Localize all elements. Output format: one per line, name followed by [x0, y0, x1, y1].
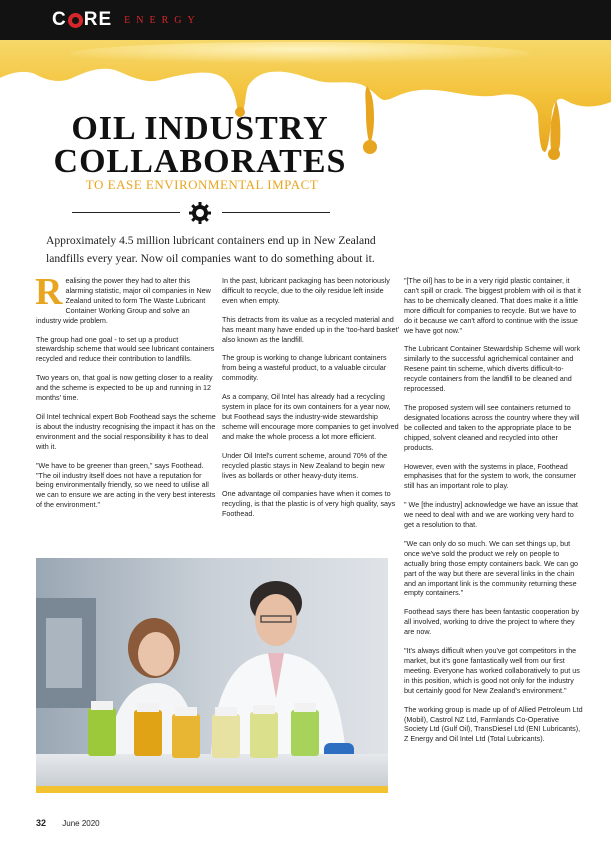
- paragraph: However, even with the systems in place, Foothead emphasises that for the system to work, the consumer still has an important role to play.: [404, 461, 577, 491]
- paragraph: Oil Intel technical expert Bob Foothead says the scheme is about the industry recognising the impact it has on the environment and the social responsibility it has to deal with it.: [36, 411, 216, 451]
- paragraph: The Lubricant Container Stewardship Scheme will work similarly to the successful agrichemical container and Resene paint tin scheme, which diverts difficult-to-recycle containers from the landfill to be cleaned and reprocessed.: [404, 344, 581, 394]
- paragraph: This detracts from its value as a recycled material and has meant many have ended up in the 'too-hard basket' also known as the landfill.: [222, 314, 399, 344]
- paragraph: As a company, Oil Intel has already had a recycling system in place for its own containers for a year now, but Foothead says the industry-wide stewardship scheme will encourage more companies to get involved and make the whole process a lot more efficient.: [222, 392, 399, 441]
- paragraph: " We [the industry] acknowledge we have an issue that we need to deal with and we are working very hard to get a resolution to that.: [404, 500, 578, 530]
- headline-line-2: COLLABORATES: [53, 143, 347, 180]
- paragraph: The working group is made up of of Allied Petroleum Ltd (Mobil), Castrol NZ Ltd, Farmlands Co-Operative Society Ltd (Gulf Oil), TransDiesel Ltd (ENI Lubricants), Z Energy and Oil Intel Ltd (Total Lubricants).: [404, 704, 583, 744]
- page-footer: [36, 818, 100, 828]
- divider-left: [72, 212, 180, 213]
- core-wordmark: C RE: [52, 9, 113, 30]
- paragraph: In the past, lubricant packaging has been notoriously difficult to recycle, due to the oily residue left inside even when empty.: [222, 276, 390, 305]
- issue-date: June 2020: [62, 819, 100, 828]
- paragraph: The group had one goal - to set up a product stewardship scheme that would see lubricant containers recycled and reduce their contribution to landfills.: [36, 334, 215, 364]
- paragraph: The group is working to change lubricant containers from being a wasteful product, to a valuable circular commodity.: [222, 353, 387, 383]
- paragraph: Foothead says there has been fantastic cooperation by all involved, working to drive the project to where they are now.: [404, 607, 580, 637]
- paragraph: Under Oil Intel's current scheme, around 70% of the recycled plastic stays in New Zealand to begin new lives as bollards or other heavy-duty items.: [222, 450, 388, 480]
- paragraph: Realising the power they had to alter this alarming statistic, major oil companies in New Zealand united to form The Waste Lubricant Container Working Group and solve an industry wide problem.: [35, 271, 211, 325]
- masthead-bar: [0, 0, 611, 40]
- paragraph: Two years on, that goal is now getting closer to a reality and the scheme is expected to be up and running in 12 months' time.: [36, 373, 213, 403]
- core-energy-logo: [52, 9, 201, 31]
- gear-o-icon: [68, 13, 83, 28]
- drop-cap: R: [35, 271, 63, 313]
- article-headline: [0, 112, 400, 178]
- paragraph: The proposed system will see containers returned to designated locations across the country where they will be collected and taken to the appropriate place to be chipped, solvent cleaned and recycled into other products.: [404, 402, 580, 452]
- gear-icon: [188, 201, 212, 225]
- paragraph: "We can only do so much. We can set things up, but once we've sold the product we rely on people to actually bring those empty containers back. We can go part of the way but there are several links in the chain and an important link is the community returning these empty containers.": [404, 538, 579, 598]
- paragraph: One advantage oil companies have when it comes to recycling, is that the plastic is of very high quality, says Foothead.: [222, 489, 396, 519]
- energy-wordmark: ENERGY: [124, 14, 201, 26]
- article-standfirst: Approximately 4.5 million lubricant containers end up in New Zealand landfills every year. Now oil companies want to do something about it.: [46, 234, 376, 265]
- paragraph: "We have to be greener than green," says Foothead. "The oil industry itself does not have a reputation for being environmentally friendly, so we need to utilise all we can to ensure we are acting in the very best interests of the environment.": [36, 460, 216, 510]
- article-column-1: [35, 271, 216, 519]
- headline-line-1: OIL INDUSTRY: [71, 110, 329, 147]
- paragraph: "It's always difficult when you've got competitors in the market, but it's gone fantastically well from our first meeting. Everyone has worked collaboratively to put us in this position, which is good not only for the industry but certainly good for New Zealand's environment.": [404, 646, 580, 695]
- paragraph: "[The oil] has to be in a very rigid plastic container, it can't spill or crack. The biggest problem with oil is that it has to be chemically cleaned. That does make it a little more difficult for companies to recycle. But we have to do it because we can't afford to continue with the issue we have got now.": [404, 276, 582, 335]
- divider-right: [222, 212, 330, 213]
- article-column-3: [404, 276, 584, 753]
- article-subheadline: TO EASE ENVIRONMENTAL IMPACT: [85, 177, 319, 192]
- page-number: 32: [36, 818, 47, 828]
- article-column-2: [222, 276, 400, 528]
- lab-photo: [36, 558, 388, 793]
